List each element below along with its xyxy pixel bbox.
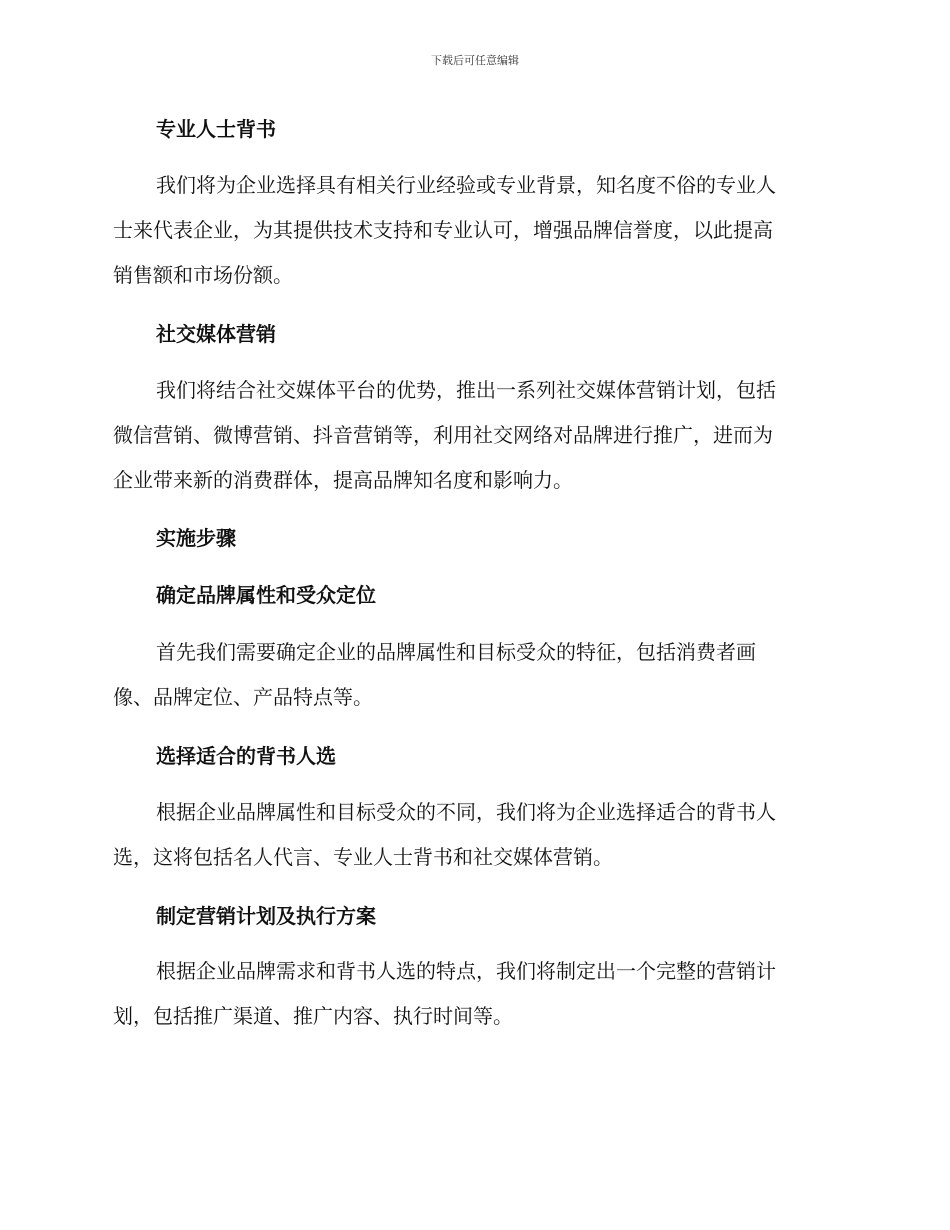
paragraph-professional-endorsement	[113, 163, 833, 298]
paragraph-social-media	[113, 368, 833, 503]
section-heading-marketing-plan: 制定营销计划及执行方案	[156, 904, 376, 928]
section-heading-social-media: 社交媒体营销	[156, 322, 276, 346]
paragraph-line: 我们将为企业选择具有相关行业经验或专业背景，知名度不俗的专业人	[156, 173, 776, 197]
page-header: 下载后可任意编辑	[431, 54, 519, 67]
paragraph-line: 销售额和市场份额。	[113, 263, 293, 287]
section-heading-professional-endorsement: 专业人士背书	[156, 117, 276, 141]
paragraph-line: 企业带来新的消费群体，提高品牌知名度和影响力。	[113, 468, 573, 492]
paragraph-marketing-plan	[113, 949, 833, 1039]
paragraph-line: 我们将结合社交媒体平台的优势，推出一系列社交媒体营销计划，包括	[156, 378, 776, 402]
section-heading-choose-endorser: 选择适合的背书人选	[156, 744, 336, 768]
paragraph-brand-positioning	[113, 630, 833, 720]
paragraph-line: 微信营销、微博营销、抖音营销等，利用社交网络对品牌进行推广，进而为	[113, 423, 773, 447]
paragraph-line: 划，包括推广渠道、推广内容、执行时间等。	[113, 1004, 513, 1028]
section-heading-brand-positioning: 确定品牌属性和受众定位	[156, 583, 376, 607]
paragraph-line: 选，这将包括名人代言、专业人士背书和社交媒体营销。	[113, 845, 613, 869]
paragraph-line: 像、品牌定位、产品特点等。	[113, 685, 373, 709]
paragraph-line: 根据企业品牌需求和背书人选的特点，我们将制定出一个完整的营销计	[156, 959, 776, 983]
paragraph-line: 根据企业品牌属性和目标受众的不同，我们将为企业选择适合的背书人	[156, 800, 776, 824]
section-heading-implementation-steps: 实施步骤	[156, 526, 236, 550]
paragraph-line: 首先我们需要确定企业的品牌属性和目标受众的特征，包括消费者画	[156, 640, 756, 664]
paragraph-choose-endorser	[113, 790, 833, 880]
paragraph-line: 士来代表企业，为其提供技术支持和专业认可，增强品牌信誉度，以此提高	[113, 218, 773, 242]
